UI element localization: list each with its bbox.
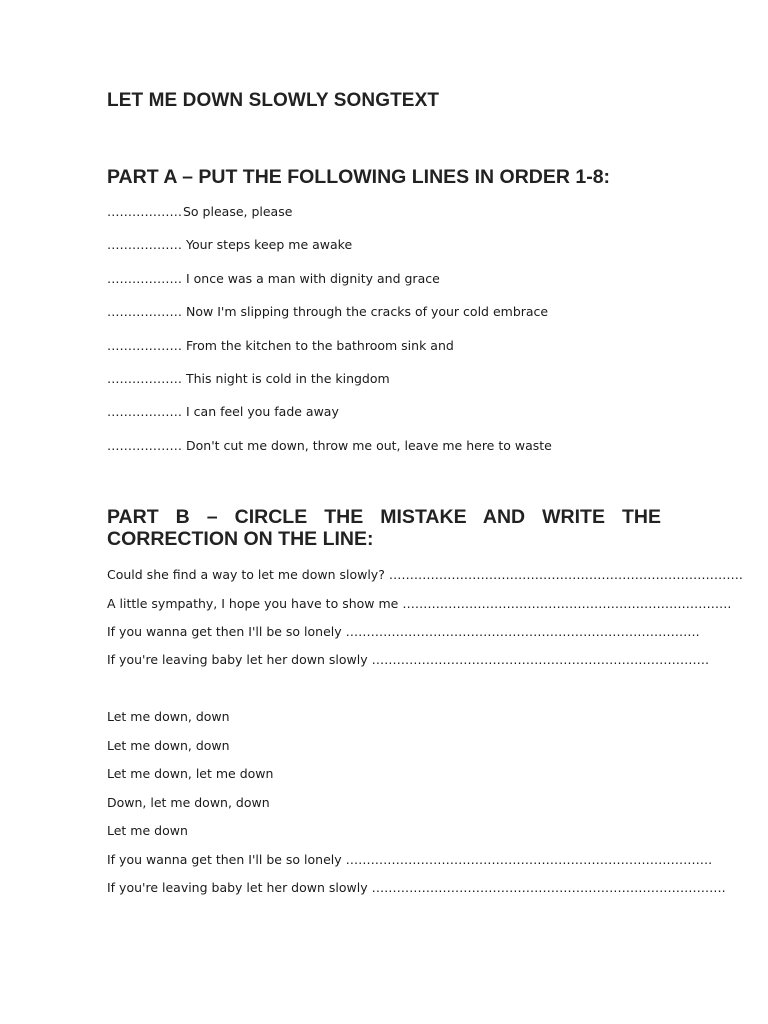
correction-blank: ………………………………………………………………………	[371, 652, 710, 667]
order-blank: ………………	[107, 404, 182, 419]
order-blank: ………………	[107, 338, 182, 353]
correction-item	[107, 624, 700, 640]
correction-blank: ………………………………………………………………………….	[371, 880, 726, 895]
order-blank: ………………	[107, 438, 182, 453]
worksheet-title: LET ME DOWN SLOWLY SONGTEXT	[107, 90, 440, 111]
part-a-heading: PART A – PUT THE FOLLOWING LINES IN ORDER 1-8:	[107, 166, 611, 188]
order-line-text: Your steps keep me awake	[186, 237, 353, 252]
order-line-text: From the kitchen to the bathroom sink and	[186, 338, 454, 353]
correction-blank: ………………………………………………………………………….	[388, 567, 743, 582]
correction-item	[107, 852, 712, 868]
chorus-line: Let me down, down	[107, 709, 230, 724]
order-line-text: I can feel you fade away	[186, 404, 339, 419]
order-blank: ………………	[107, 371, 182, 386]
correction-sentence: If you're leaving baby let her down slowly	[107, 652, 368, 667]
chorus-line: Down, let me down, down	[107, 795, 270, 810]
order-line-text: Now I'm slipping through the cracks of your cold embrace	[186, 304, 549, 319]
correction-blank: …………………………………………………………………………….	[345, 852, 713, 867]
correction-blank: …………………………………………………………………….	[402, 596, 732, 611]
correction-sentence: If you're leaving baby let her down slowly	[107, 880, 368, 895]
order-blank: ………………	[107, 237, 182, 252]
correction-sentence: If you wanna get then I'll be so lonely	[107, 624, 342, 639]
correction-item	[107, 567, 743, 583]
order-blank: ………………	[107, 304, 182, 319]
chorus-line: Let me down	[107, 823, 188, 838]
order-line-text: So please, please	[183, 204, 293, 219]
order-blank: ………………	[107, 271, 182, 286]
correction-item	[107, 880, 726, 896]
order-line-text: Don't cut me down, throw me out, leave me here to waste	[186, 438, 552, 453]
correction-item	[107, 652, 709, 668]
order-line-text: I once was a man with dignity and grace	[186, 271, 440, 286]
part-b-heading: PART B – CIRCLE THE MISTAKE AND WRITE THE CORRECTION ON THE LINE:	[107, 506, 661, 550]
order-line-text: This night is cold in the kingdom	[186, 371, 390, 386]
correction-sentence: If you wanna get then I'll be so lonely	[107, 852, 342, 867]
chorus-line: Let me down, let me down	[107, 766, 274, 781]
order-blank: ………………	[107, 204, 182, 219]
correction-sentence: Could she find a way to let me down slowly?	[107, 567, 385, 582]
correction-sentence: A little sympathy, I hope you have to show me	[107, 596, 399, 611]
chorus-line: Let me down, down	[107, 738, 230, 753]
correction-blank: ………………………………………………………………………….	[345, 624, 700, 639]
correction-item	[107, 596, 731, 612]
